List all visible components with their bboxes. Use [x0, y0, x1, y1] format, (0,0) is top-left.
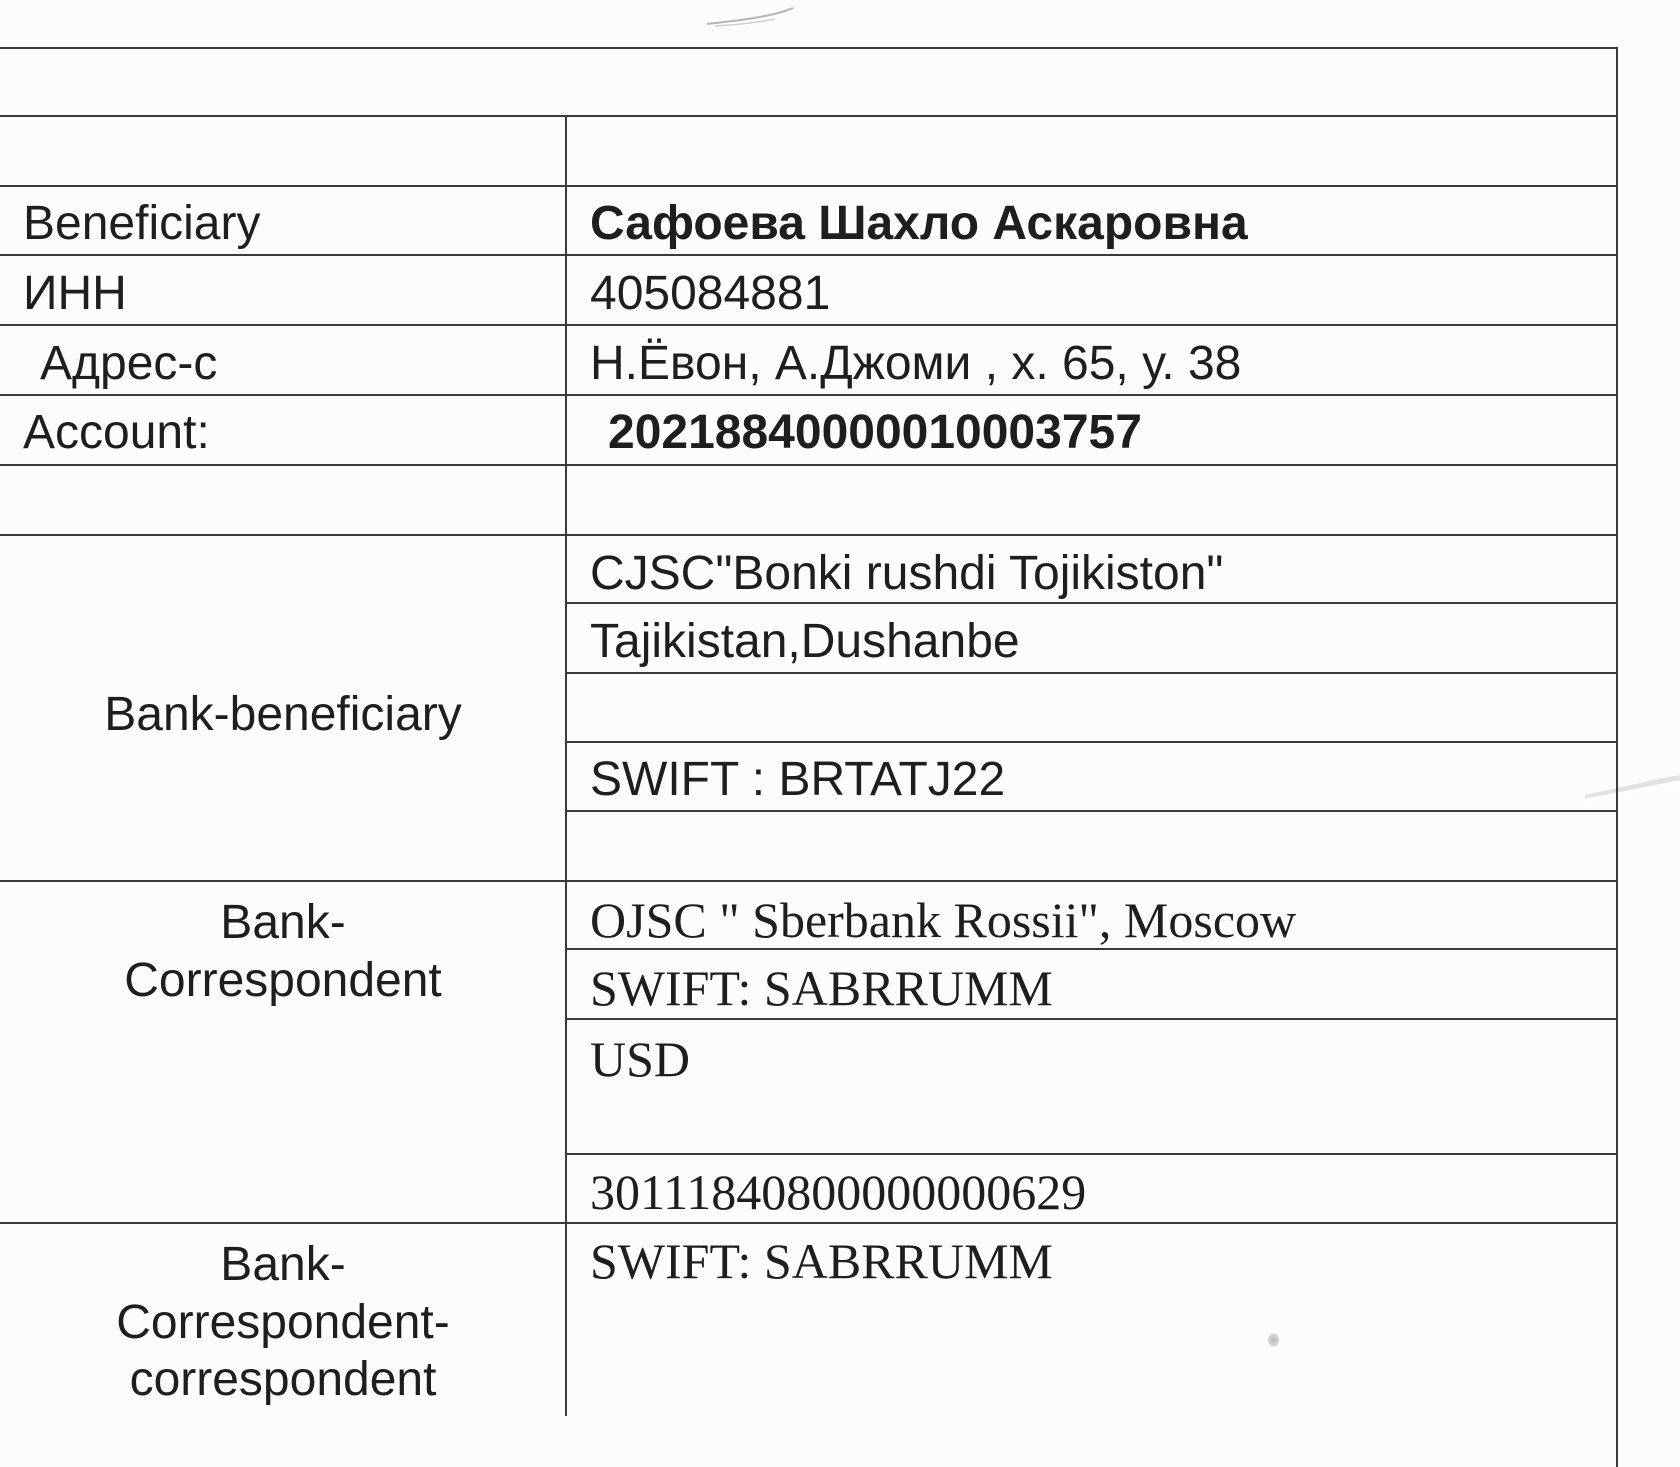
subrow-divider [566, 1018, 1618, 1020]
address-value: Н.Ёвон, А.Джоми , х. 65, у. 38 [590, 337, 1242, 390]
row-divider [0, 534, 1618, 536]
corr-corr-swift: SWIFT: SABRRUMM [590, 1233, 1053, 1289]
column-divider [565, 115, 567, 1416]
row-divider [0, 324, 1618, 326]
label-address: Адрес-с [40, 337, 218, 390]
subrow-divider [566, 810, 1618, 812]
subrow-divider [566, 741, 1618, 743]
correspondent-account: 30111840800000000629 [590, 1164, 1087, 1220]
beneficiary-name: Сафоева Шахло Аскаровна [590, 197, 1248, 250]
row-divider [0, 464, 1618, 466]
row-divider [0, 1222, 1618, 1224]
correspondent-name: OJSC " Sberbank Rossii", Moscow [590, 892, 1297, 948]
label-inn: ИНН [23, 267, 127, 320]
row-divider [0, 115, 1618, 117]
scan-mark [705, 6, 795, 28]
bank-name: CJSC"Bonki rushdi Tojikiston" [590, 547, 1224, 600]
correspondent-currency: USD [590, 1031, 691, 1087]
label-account: Account: [23, 406, 210, 459]
account-value: 20218840000010003757 [608, 406, 1142, 459]
row-divider [0, 254, 1618, 256]
subrow-divider [566, 672, 1618, 674]
subrow-divider [566, 1153, 1618, 1155]
subrow-divider [566, 602, 1618, 604]
row-divider [0, 185, 1618, 187]
label-bank-beneficiary: Bank-beneficiary [104, 688, 462, 741]
bank-location: Tajikistan,Dushanbe [590, 615, 1020, 668]
row-divider [0, 880, 1618, 882]
bank-swift: SWIFT : BRTATJ22 [590, 753, 1006, 806]
label-bank-correspondent-correspondent: Bank- Correspondent- correspondent [116, 1238, 450, 1407]
subrow-divider [566, 948, 1618, 950]
inn-value: 405084881 [590, 267, 831, 320]
label-bank-correspondent: Bank- Correspondent [124, 896, 442, 1007]
row-divider [0, 394, 1618, 396]
label-beneficiary: Beneficiary [23, 197, 261, 250]
correspondent-swift: SWIFT: SABRRUMM [590, 960, 1053, 1016]
